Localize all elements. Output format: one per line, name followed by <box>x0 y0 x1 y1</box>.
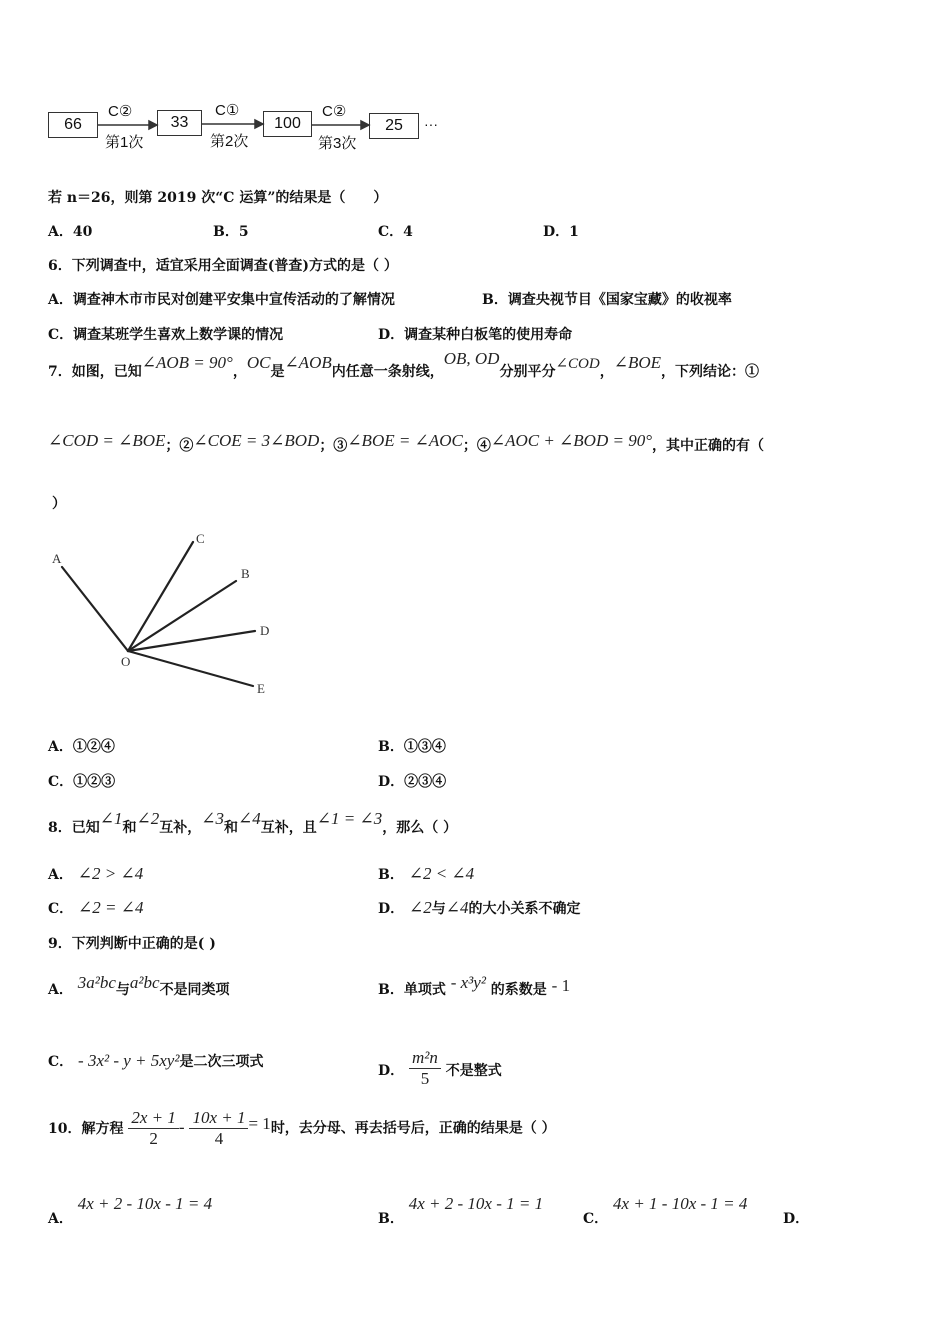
q7-option-a <box>48 736 115 756</box>
q8-text: ，那么（ ） <box>382 820 458 836</box>
option-letter: A． <box>48 224 73 240</box>
q10-option-a <box>48 1194 213 1227</box>
ray-oe <box>128 651 253 686</box>
option-math: ∠2 <box>409 898 432 917</box>
q8-text: 和 <box>224 820 238 836</box>
option-text: 调查某种白板笔的使用寿命 <box>404 327 573 343</box>
option-math: - 3x² - y + 5xy² <box>78 1051 180 1070</box>
q9-stem: 9．下列判断中正确的是( ) <box>48 936 216 952</box>
flow-step-1: 第1次 <box>105 134 144 151</box>
fraction <box>189 1108 248 1149</box>
flow-arrowhead-1 <box>149 121 157 129</box>
option-letter: C． <box>48 1054 74 1070</box>
q7-stem-line1 <box>48 349 759 381</box>
q5-option-b <box>213 221 249 241</box>
option-letter: D． <box>378 1062 405 1079</box>
q7-conclusion-4: ∠AOC + ∠BOD = 90° <box>490 431 652 450</box>
flow-step-3: 第3次 <box>318 135 357 152</box>
q7-text: ；④ <box>462 438 491 454</box>
option-letter: D． <box>378 901 405 917</box>
q7-math: ∠AOB = 90° <box>141 353 233 372</box>
option-text: 调查央视节目《国家宝藏》的收视率 <box>507 292 732 308</box>
label-d: D <box>260 623 270 638</box>
flow-box-1: 66 <box>48 112 98 138</box>
option-text: 40 <box>72 224 93 240</box>
option-math: - x³y² <box>450 973 486 992</box>
q5-stem: 若 n＝26，则第 2019 次“C 运算”的结果是（ ） <box>48 190 388 206</box>
q8-text: 互补，且 <box>260 820 317 836</box>
q10-text: 时，去分母、再去括号后，正确的结果是（ ） <box>270 1120 556 1137</box>
q6-option-a <box>48 289 395 309</box>
q9-option-d <box>378 1028 502 1088</box>
q8-math: ∠2 <box>136 809 160 828</box>
q7-option-d <box>378 771 446 791</box>
option-text: ②③④ <box>404 774 447 790</box>
q7-text: 7．如图，已知 <box>48 364 142 380</box>
option-text: 与 <box>115 982 130 998</box>
q5-option-d <box>543 221 579 241</box>
option-letter: B． <box>378 982 404 998</box>
flow-step-2: 第2次 <box>210 133 249 150</box>
ray-od <box>128 631 255 651</box>
flow-op-1: C② <box>108 103 133 120</box>
option-letter: B． <box>378 739 404 755</box>
option-letter: D． <box>783 1211 810 1227</box>
q8-option-a <box>48 864 143 884</box>
option-text: ①②③ <box>73 774 116 790</box>
option-letter: C． <box>48 901 74 917</box>
option-letter: B． <box>482 292 508 308</box>
q7-math: OC <box>246 353 271 372</box>
option-letter: C． <box>48 327 74 343</box>
option-letter: B． <box>378 867 404 883</box>
flow-ellipsis: ··· <box>424 116 438 132</box>
q7-math: ∠COD <box>555 356 600 372</box>
q8-option-b <box>378 864 474 884</box>
q10-equals: = 1 <box>248 1113 271 1133</box>
option-math: 3a²bc <box>77 973 116 992</box>
q10-minus: - <box>178 1117 185 1137</box>
option-text: 5 <box>238 224 249 240</box>
q8-math: ∠3 <box>201 809 224 828</box>
option-text: ①③④ <box>403 739 446 755</box>
option-letter: A． <box>48 739 73 755</box>
q7-text: ， <box>599 364 614 380</box>
q10-stem <box>48 1108 556 1149</box>
option-text: 单项式 <box>403 982 446 998</box>
q8-option-d <box>378 898 581 918</box>
q10-option-c <box>583 1194 748 1227</box>
q7-option-c <box>48 771 115 791</box>
q7-text: 分别平分 <box>499 364 556 380</box>
option-letter: C． <box>378 224 404 240</box>
q7-math: ∠AOB <box>284 353 332 372</box>
option-text: 是二次三项式 <box>179 1054 264 1070</box>
flow-box-2: 33 <box>157 110 202 136</box>
q8-stem <box>48 809 458 837</box>
option-math: ∠2 = ∠4 <box>78 898 144 917</box>
fraction <box>128 1108 179 1149</box>
q8-option-c <box>48 898 144 918</box>
q9-option-b <box>378 973 571 999</box>
q8-math: ∠1 <box>99 809 123 828</box>
option-text: 调查神木市市民对创建平安集中宣传活动的了解情况 <box>72 292 395 308</box>
q7-stem-line2 <box>48 431 764 455</box>
q6-stem: 6．下列调查中，适宜采用全面调查(普查)方式的是（ ） <box>48 258 398 274</box>
q10-option-d <box>783 1208 809 1228</box>
q7-text: 是 <box>270 364 285 380</box>
fraction-numerator: 10x + 1 <box>189 1108 248 1129</box>
option-text: 不是整式 <box>445 1062 502 1079</box>
fraction-numerator: 2x + 1 <box>128 1108 179 1129</box>
q6-option-b <box>482 289 732 309</box>
label-o: O <box>121 654 131 669</box>
label-e: E <box>257 681 265 696</box>
fraction-denominator: 5 <box>420 1069 430 1088</box>
option-letter: A． <box>48 292 73 308</box>
option-text: 的系数是 <box>490 982 547 998</box>
q5-option-a <box>48 221 92 241</box>
label-b: B <box>241 566 250 581</box>
option-letter: B． <box>378 1211 404 1227</box>
label-a: A <box>52 551 62 566</box>
q10-option-b <box>378 1194 544 1227</box>
fraction-denominator: 4 <box>214 1129 224 1148</box>
q7-angle-figure <box>40 525 360 725</box>
flow-arrowhead-3 <box>361 121 369 129</box>
option-letter: A． <box>48 982 73 998</box>
flow-op-2: C① <box>215 102 240 119</box>
q7-text: ；② <box>165 438 194 454</box>
ray-oa <box>62 567 128 651</box>
q6-option-c <box>48 324 283 344</box>
q8-text: 和 <box>122 820 137 836</box>
option-text: 1 <box>569 224 579 240</box>
q8-text: 8．已知 <box>48 820 100 836</box>
option-math: ∠2 < ∠4 <box>408 864 475 883</box>
option-letter: A． <box>48 867 73 883</box>
flow-arrowhead-2 <box>255 120 263 128</box>
ray-oc <box>128 542 193 651</box>
option-letter: C． <box>583 1211 609 1227</box>
q9-option-a <box>48 973 230 999</box>
q8-text: 互补， <box>159 820 202 836</box>
q7-math: OB, OD <box>443 349 500 368</box>
option-math: ∠2 > ∠4 <box>77 864 144 883</box>
fraction <box>409 1048 441 1089</box>
option-letter: B． <box>213 224 239 240</box>
q7-text: ；③ <box>319 438 348 454</box>
option-letter: D． <box>378 327 405 343</box>
ray-ob <box>128 581 236 651</box>
q7-conclusion-3: ∠BOE = ∠AOC <box>347 431 463 450</box>
flow-box-3: 100 <box>263 111 312 137</box>
option-text: ①②④ <box>72 739 115 755</box>
option-letter: D． <box>543 224 570 240</box>
fraction-denominator: 2 <box>149 1129 158 1148</box>
q7-text: ，下列结论：① <box>661 364 759 380</box>
option-text: 4 <box>403 224 413 240</box>
q5-option-c <box>378 221 413 241</box>
q7-close-paren: ） <box>52 496 66 512</box>
q7-option-b <box>378 736 446 756</box>
q9-option-c <box>48 1051 263 1071</box>
option-text: 的大小关系不确定 <box>468 901 581 917</box>
q6-option-d <box>378 324 572 344</box>
q10-text: 10．解方程 <box>48 1120 124 1137</box>
option-letter: A． <box>48 1211 73 1227</box>
q7-text: ， <box>232 364 247 380</box>
q7-conclusion-2: ∠COE = 3∠BOD <box>193 431 320 450</box>
q8-math: ∠1 = ∠3 <box>316 809 383 828</box>
q7-math: ∠BOE <box>613 353 661 372</box>
q7-text: ，其中正确的有（ <box>652 438 764 454</box>
flow-box-4: 25 <box>369 113 419 139</box>
option-math: 4x + 2 - 10x - 1 = 1 <box>408 1194 544 1213</box>
q8-math: ∠4 <box>238 809 261 828</box>
option-math: 4x + 1 - 10x - 1 = 4 <box>613 1194 748 1213</box>
option-letter: D． <box>378 774 405 790</box>
flow-op-3: C② <box>322 103 347 120</box>
option-math: - 1 <box>551 976 571 995</box>
option-math: ∠4 <box>445 898 469 917</box>
option-text: 与 <box>431 901 446 917</box>
option-math: 4x + 2 - 10x - 1 = 4 <box>77 1194 213 1213</box>
q7-conclusion-1: ∠COD = ∠BOE <box>48 431 166 450</box>
option-text: 调查某班学生喜欢上数学课的情况 <box>73 327 284 343</box>
q7-text: 内任意一条射线， <box>331 364 444 380</box>
option-letter: C． <box>48 774 74 790</box>
label-c: C <box>196 531 205 546</box>
option-text: 不是同类项 <box>159 982 230 998</box>
fraction-numerator: m²n <box>409 1048 441 1069</box>
option-math: a²bc <box>129 973 160 992</box>
